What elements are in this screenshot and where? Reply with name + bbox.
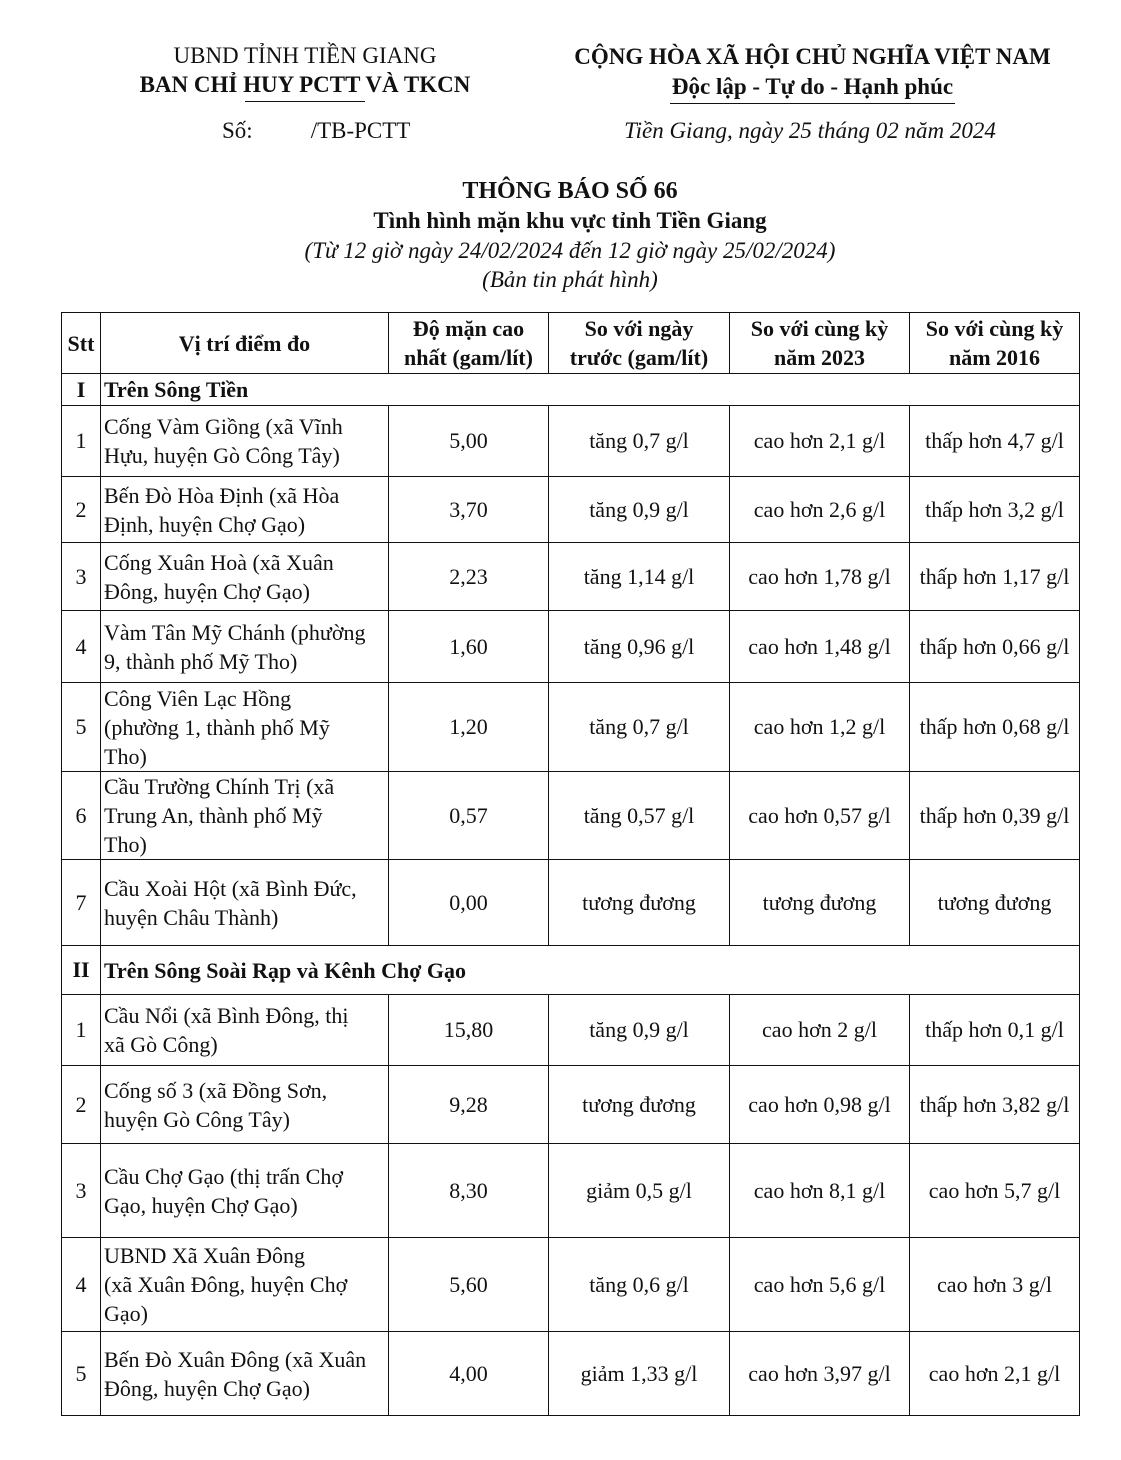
- cell-location: [101, 1066, 389, 1144]
- cell-vs-2023: cao hơn 5,6 g/l: [730, 1238, 910, 1332]
- cell-vs-prev-day: tăng 0,7 g/l: [549, 406, 730, 477]
- table-row: [62, 1332, 1080, 1416]
- cell-vs-prev-day: tương đương: [549, 860, 730, 946]
- cell-vs-2016: cao hơn 5,7 g/l: [910, 1144, 1080, 1238]
- cell-max-salinity: 1,20: [389, 683, 549, 772]
- header-vs-2016-l2: năm 2016: [948, 345, 1041, 370]
- header-vs-prev-day: [549, 313, 730, 374]
- header-vs-2023: [730, 313, 910, 374]
- header-stt: Stt: [62, 313, 101, 374]
- location-line: Cống Vàm Giồng (xã Vĩnh: [104, 414, 343, 439]
- location-line: Vàm Tân Mỹ Chánh (phường: [104, 619, 366, 645]
- location-line: Tho): [104, 743, 147, 769]
- cell-vs-prev-day: tăng 1,14 g/l: [549, 543, 730, 611]
- location-line: Gạo): [104, 1301, 148, 1326]
- header-vs-2016-l1: So với cùng kỳ: [925, 316, 1064, 341]
- title-block: [60, 176, 1080, 294]
- cell-stt: 5: [62, 683, 101, 772]
- cell-max-salinity: 4,00: [389, 1332, 549, 1416]
- place-date: Tiền Giang, ngày 25 tháng 02 năm 2024: [624, 118, 996, 143]
- cell-location: [101, 611, 389, 683]
- location-line: Đông, huyện Chợ Gạo): [104, 1375, 310, 1401]
- cell-vs-2016: thấp hơn 3,2 g/l: [910, 477, 1080, 543]
- location-line: Hựu, huyện Gò Công Tây): [104, 443, 340, 468]
- section-row: [62, 374, 1080, 406]
- national-header-block: [555, 42, 1070, 104]
- section-name: Trên Sông Tiền: [101, 374, 1080, 406]
- cell-stt: 6: [62, 772, 101, 860]
- table-row: [62, 772, 1080, 860]
- issuing-agency-block: [110, 42, 500, 102]
- document-title: THÔNG BÁO SỐ 66: [462, 178, 678, 204]
- location-line: Định, huyện Chợ Gạo): [104, 511, 306, 537]
- cell-max-salinity: 3,70: [389, 477, 549, 543]
- cell-location: [101, 543, 389, 611]
- cell-vs-prev-day: tăng 0,7 g/l: [549, 683, 730, 772]
- table-row: [62, 611, 1080, 683]
- national-title: CỘNG HÒA XÃ HỘI CHỦ NGHĨA VIỆT NAM: [574, 44, 1051, 69]
- table-row: [62, 406, 1080, 477]
- cell-vs-2016: thấp hơn 3,82 g/l: [910, 1066, 1080, 1144]
- location-line: 9, thành phố Mỹ Tho): [104, 648, 298, 674]
- cell-location: [101, 683, 389, 772]
- cell-location: [101, 1238, 389, 1332]
- section-number: I: [62, 374, 101, 406]
- location-line: Gạo, huyện Chợ Gạo): [104, 1192, 298, 1218]
- cell-location: [101, 772, 389, 860]
- so-label: Số:: [222, 118, 253, 143]
- province-committee: UBND TỈNH TIỀN GIANG: [173, 43, 437, 68]
- section-number: II: [62, 946, 101, 995]
- cell-stt: 2: [62, 477, 101, 543]
- cell-vs-prev-day: tăng 0,9 g/l: [549, 995, 730, 1066]
- motto-underline: [670, 103, 955, 104]
- cell-location: [101, 995, 389, 1066]
- header-max-salinity-l1: Độ mặn cao: [412, 316, 525, 341]
- table-row: [62, 1066, 1080, 1144]
- table-row: [62, 860, 1080, 946]
- cell-vs-2023: tương đương: [730, 860, 910, 946]
- cell-stt: 5: [62, 1332, 101, 1416]
- table-row: [62, 477, 1080, 543]
- cell-max-salinity: 8,30: [389, 1144, 549, 1238]
- cell-stt: 3: [62, 1144, 101, 1238]
- table-row: [62, 683, 1080, 772]
- bulletin-note: (Bản tin phát hình): [482, 267, 658, 292]
- cell-vs-2016: thấp hơn 0,39 g/l: [910, 772, 1080, 860]
- command-board: BAN CHỈ HUY PCTT VÀ TKCN: [139, 72, 471, 97]
- location-line: Trung An, thành phố Mỹ: [104, 803, 323, 828]
- cell-vs-2016: thấp hơn 0,1 g/l: [910, 995, 1080, 1066]
- cell-stt: 1: [62, 406, 101, 477]
- section-row: [62, 946, 1080, 995]
- cell-vs-2016: thấp hơn 1,17 g/l: [910, 543, 1080, 611]
- location-line: Bến Đò Xuân Đông (xã Xuân: [104, 1346, 367, 1372]
- cell-vs-2023: cao hơn 2,1 g/l: [730, 406, 910, 477]
- cell-max-salinity: 2,23: [389, 543, 549, 611]
- agency-underline: [245, 101, 365, 102]
- cell-max-salinity: 15,80: [389, 995, 549, 1066]
- cell-vs-2023: cao hơn 8,1 g/l: [730, 1144, 910, 1238]
- location-line: Cầu Trường Chính Trị (xã: [104, 774, 335, 799]
- cell-max-salinity: 0,00: [389, 860, 549, 946]
- cell-stt: 1: [62, 995, 101, 1066]
- cell-vs-2023: cao hơn 2 g/l: [730, 995, 910, 1066]
- cell-vs-2016: thấp hơn 4,7 g/l: [910, 406, 1080, 477]
- cell-stt: 4: [62, 1238, 101, 1332]
- header-vs-2023-l2: năm 2023: [773, 345, 866, 370]
- cell-vs-2023: cao hơn 1,48 g/l: [730, 611, 910, 683]
- cell-location: [101, 406, 389, 477]
- cell-vs-prev-day: giảm 0,5 g/l: [549, 1144, 730, 1238]
- cell-vs-2023: cao hơn 0,57 g/l: [730, 772, 910, 860]
- salinity-table: [61, 312, 1080, 1416]
- cell-vs-2023: cao hơn 0,98 g/l: [730, 1066, 910, 1144]
- location-line: Cầu Nổi (xã Bình Đông, thị: [104, 1003, 349, 1028]
- location-line: (xã Xuân Đông, huyện Chợ: [104, 1272, 348, 1297]
- cell-vs-2016: thấp hơn 0,68 g/l: [910, 683, 1080, 772]
- cell-vs-2016: tương đương: [910, 860, 1080, 946]
- location-line: xã Gò Công): [104, 1032, 218, 1057]
- location-line: huyện Gò Công Tây): [104, 1106, 290, 1132]
- location-line: Cống số 3 (xã Đồng Sơn,: [104, 1077, 328, 1103]
- cell-vs-prev-day: tương đương: [549, 1066, 730, 1144]
- cell-vs-2016: cao hơn 3 g/l: [910, 1238, 1080, 1332]
- cell-vs-2023: cao hơn 1,2 g/l: [730, 683, 910, 772]
- table-row: [62, 1144, 1080, 1238]
- header-max-salinity: [389, 313, 549, 374]
- cell-vs-2023: cao hơn 3,97 g/l: [730, 1332, 910, 1416]
- location-line: Bến Đò Hòa Định (xã Hòa: [104, 482, 340, 508]
- table-row: [62, 543, 1080, 611]
- table-row: [62, 1238, 1080, 1332]
- cell-vs-2016: thấp hơn 0,66 g/l: [910, 611, 1080, 683]
- cell-vs-prev-day: giảm 1,33 g/l: [549, 1332, 730, 1416]
- header-location: Vị trí điểm đo: [101, 313, 389, 374]
- header-vs-prev-day-l1: So với ngày: [584, 316, 694, 341]
- location-line: Cầu Chợ Gạo (thị trấn Chợ: [104, 1163, 343, 1189]
- cell-max-salinity: 1,60: [389, 611, 549, 683]
- location-line: Đông, huyện Chợ Gạo): [104, 578, 310, 604]
- location-line: Cầu Xoài Hột (xã Bình Đức,: [104, 875, 357, 901]
- location-line: UBND Xã Xuân Đông: [104, 1243, 306, 1268]
- location-line: Công Viên Lạc Hồng: [104, 685, 292, 711]
- header-vs-2023-l1: So với cùng kỳ: [750, 316, 889, 341]
- cell-max-salinity: 5,00: [389, 406, 549, 477]
- header-max-salinity-l2: nhất (gam/lít): [404, 345, 533, 370]
- document-number: [222, 118, 410, 144]
- location-line: Cống Xuân Hoà (xã Xuân: [104, 549, 334, 575]
- cell-vs-2023: cao hơn 2,6 g/l: [730, 477, 910, 543]
- table-header-row: [62, 313, 1080, 374]
- cell-vs-prev-day: tăng 0,57 g/l: [549, 772, 730, 860]
- section-name: Trên Sông Soài Rạp và Kênh Chợ Gạo: [101, 946, 1080, 995]
- cell-max-salinity: 0,57: [389, 772, 549, 860]
- cell-vs-prev-day: tăng 0,96 g/l: [549, 611, 730, 683]
- cell-location: [101, 477, 389, 543]
- header-vs-2016: [910, 313, 1080, 374]
- location-line: (phường 1, thành phố Mỹ: [104, 714, 330, 740]
- so-code: /TB-PCTT: [310, 118, 411, 143]
- cell-location: [101, 1332, 389, 1416]
- cell-max-salinity: 9,28: [389, 1066, 549, 1144]
- cell-vs-prev-day: tăng 0,6 g/l: [549, 1238, 730, 1332]
- header-vs-prev-day-l2: trước (gam/lít): [569, 345, 709, 370]
- cell-stt: 4: [62, 611, 101, 683]
- cell-vs-2016: cao hơn 2,1 g/l: [910, 1332, 1080, 1416]
- cell-vs-prev-day: tăng 0,9 g/l: [549, 477, 730, 543]
- cell-stt: 2: [62, 1066, 101, 1144]
- table-row: [62, 995, 1080, 1066]
- cell-location: [101, 1144, 389, 1238]
- report-period: (Từ 12 giờ ngày 24/02/2024 đến 12 giờ ngày 25/02/2024): [304, 238, 836, 263]
- location-line: Tho): [104, 832, 147, 857]
- national-motto: Độc lập - Tự do - Hạnh phúc: [671, 74, 954, 99]
- cell-max-salinity: 5,60: [389, 1238, 549, 1332]
- cell-vs-2023: cao hơn 1,78 g/l: [730, 543, 910, 611]
- document-subtitle: Tình hình mặn khu vực tỉnh Tiền Giang: [373, 208, 767, 233]
- cell-stt: 7: [62, 860, 101, 946]
- cell-stt: 3: [62, 543, 101, 611]
- cell-location: [101, 860, 389, 946]
- location-line: huyện Châu Thành): [104, 904, 279, 930]
